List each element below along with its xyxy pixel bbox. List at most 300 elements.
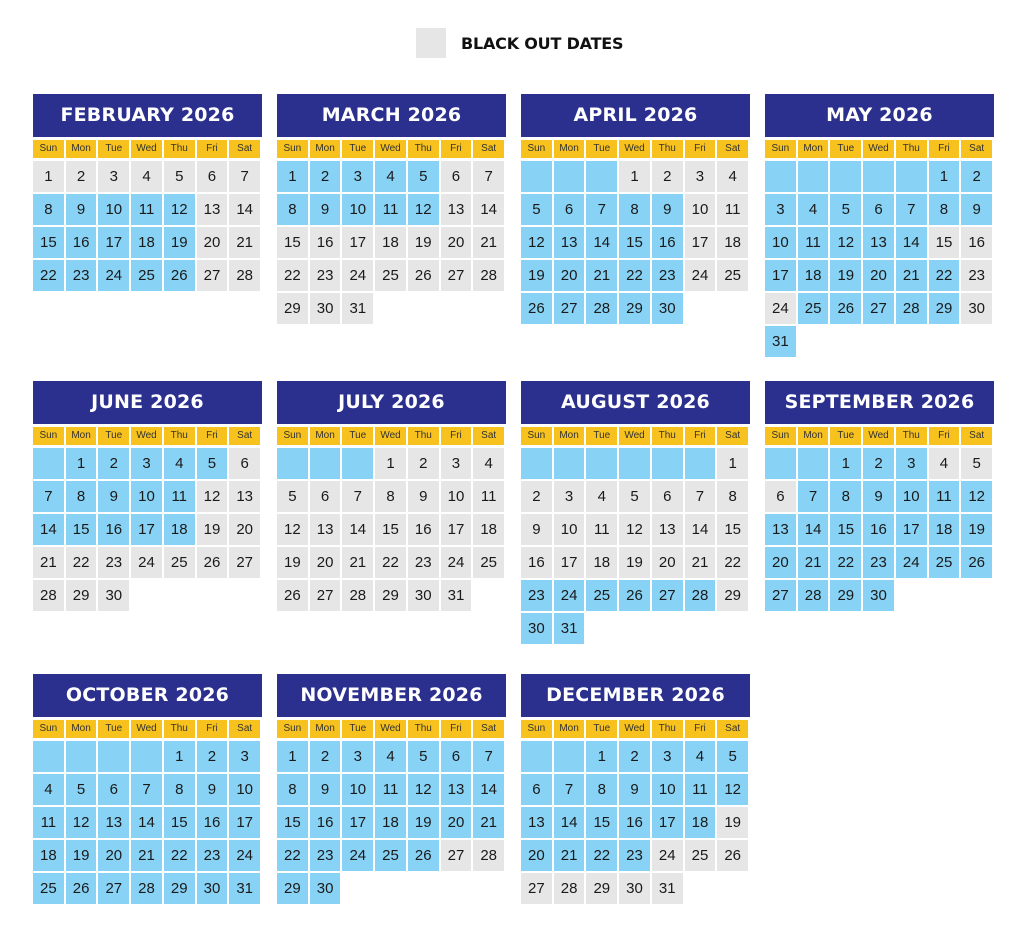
- day-cell[interactable]: 10: [441, 481, 472, 512]
- day-cell[interactable]: 1: [277, 161, 308, 192]
- day-cell[interactable]: 17: [98, 227, 129, 258]
- day-cell[interactable]: 12: [408, 774, 439, 805]
- day-cell[interactable]: 16: [619, 807, 650, 838]
- day-cell[interactable]: 13: [521, 807, 552, 838]
- day-cell[interactable]: 5: [521, 194, 552, 225]
- day-cell[interactable]: 6: [441, 741, 472, 772]
- day-cell[interactable]: 23: [310, 840, 341, 871]
- day-cell[interactable]: 15: [66, 514, 97, 545]
- day-cell[interactable]: 26: [961, 547, 992, 578]
- day-cell[interactable]: 10: [342, 194, 373, 225]
- day-cell[interactable]: 30: [652, 293, 683, 324]
- day-cell[interactable]: 7: [554, 774, 585, 805]
- day-cell[interactable]: 13: [310, 514, 341, 545]
- day-cell[interactable]: 7: [342, 481, 373, 512]
- day-cell[interactable]: 11: [33, 807, 64, 838]
- day-cell[interactable]: 26: [830, 293, 861, 324]
- day-cell[interactable]: 16: [197, 807, 228, 838]
- day-cell[interactable]: 5: [619, 481, 650, 512]
- day-cell[interactable]: 30: [310, 293, 341, 324]
- day-cell[interactable]: 28: [896, 293, 927, 324]
- day-cell[interactable]: 1: [164, 741, 195, 772]
- day-cell[interactable]: 26: [66, 873, 97, 904]
- day-cell[interactable]: 9: [98, 481, 129, 512]
- day-cell[interactable]: 6: [98, 774, 129, 805]
- day-cell[interactable]: 12: [619, 514, 650, 545]
- day-cell[interactable]: 26: [408, 260, 439, 291]
- day-cell[interactable]: 14: [685, 514, 716, 545]
- day-cell[interactable]: 12: [830, 227, 861, 258]
- day-cell[interactable]: 18: [929, 514, 960, 545]
- day-cell[interactable]: 28: [473, 260, 504, 291]
- day-cell[interactable]: 26: [619, 580, 650, 611]
- day-cell[interactable]: 23: [197, 840, 228, 871]
- day-cell[interactable]: 15: [717, 514, 748, 545]
- day-cell[interactable]: 5: [408, 741, 439, 772]
- day-cell[interactable]: 18: [473, 514, 504, 545]
- day-cell[interactable]: 8: [277, 774, 308, 805]
- day-cell[interactable]: 12: [66, 807, 97, 838]
- day-cell[interactable]: 25: [685, 840, 716, 871]
- day-cell[interactable]: 27: [765, 580, 796, 611]
- day-cell[interactable]: 17: [896, 514, 927, 545]
- day-cell[interactable]: 25: [131, 260, 162, 291]
- day-cell[interactable]: 8: [33, 194, 64, 225]
- day-cell[interactable]: 20: [229, 514, 260, 545]
- day-cell[interactable]: 11: [375, 774, 406, 805]
- day-cell[interactable]: 29: [717, 580, 748, 611]
- day-cell[interactable]: 2: [961, 161, 992, 192]
- day-cell[interactable]: 1: [375, 448, 406, 479]
- day-cell[interactable]: 24: [554, 580, 585, 611]
- day-cell[interactable]: 5: [66, 774, 97, 805]
- day-cell[interactable]: 22: [66, 547, 97, 578]
- day-cell[interactable]: 15: [929, 227, 960, 258]
- day-cell[interactable]: 8: [277, 194, 308, 225]
- day-cell[interactable]: 11: [929, 481, 960, 512]
- day-cell[interactable]: 27: [863, 293, 894, 324]
- day-cell[interactable]: 2: [66, 161, 97, 192]
- day-cell[interactable]: 19: [961, 514, 992, 545]
- day-cell[interactable]: 27: [652, 580, 683, 611]
- day-cell[interactable]: 16: [310, 807, 341, 838]
- day-cell[interactable]: 27: [197, 260, 228, 291]
- day-cell[interactable]: 4: [33, 774, 64, 805]
- day-cell[interactable]: 21: [473, 807, 504, 838]
- day-cell[interactable]: 17: [342, 227, 373, 258]
- day-cell[interactable]: 22: [375, 547, 406, 578]
- day-cell[interactable]: 3: [98, 161, 129, 192]
- day-cell[interactable]: 2: [619, 741, 650, 772]
- day-cell[interactable]: 24: [652, 840, 683, 871]
- day-cell[interactable]: 20: [521, 840, 552, 871]
- day-cell[interactable]: 21: [586, 260, 617, 291]
- day-cell[interactable]: 29: [164, 873, 195, 904]
- day-cell[interactable]: 11: [717, 194, 748, 225]
- day-cell[interactable]: 23: [961, 260, 992, 291]
- day-cell[interactable]: 2: [310, 161, 341, 192]
- day-cell[interactable]: 5: [408, 161, 439, 192]
- day-cell[interactable]: 9: [66, 194, 97, 225]
- day-cell[interactable]: 17: [652, 807, 683, 838]
- day-cell[interactable]: 8: [619, 194, 650, 225]
- day-cell[interactable]: 20: [863, 260, 894, 291]
- day-cell[interactable]: 25: [798, 293, 829, 324]
- day-cell[interactable]: 20: [441, 227, 472, 258]
- day-cell[interactable]: 6: [197, 161, 228, 192]
- day-cell[interactable]: 23: [310, 260, 341, 291]
- day-cell[interactable]: 3: [342, 161, 373, 192]
- day-cell[interactable]: 21: [342, 547, 373, 578]
- day-cell[interactable]: 23: [652, 260, 683, 291]
- day-cell[interactable]: 13: [554, 227, 585, 258]
- day-cell[interactable]: 25: [586, 580, 617, 611]
- day-cell[interactable]: 12: [521, 227, 552, 258]
- day-cell[interactable]: 19: [830, 260, 861, 291]
- day-cell[interactable]: 2: [408, 448, 439, 479]
- day-cell[interactable]: 17: [765, 260, 796, 291]
- day-cell[interactable]: 14: [798, 514, 829, 545]
- day-cell[interactable]: 7: [473, 741, 504, 772]
- day-cell[interactable]: 6: [441, 161, 472, 192]
- day-cell[interactable]: 27: [554, 293, 585, 324]
- day-cell[interactable]: 6: [229, 448, 260, 479]
- day-cell[interactable]: 15: [277, 227, 308, 258]
- day-cell[interactable]: 14: [229, 194, 260, 225]
- day-cell[interactable]: 13: [197, 194, 228, 225]
- day-cell[interactable]: 8: [375, 481, 406, 512]
- day-cell[interactable]: 21: [131, 840, 162, 871]
- day-cell[interactable]: 10: [98, 194, 129, 225]
- day-cell[interactable]: 30: [197, 873, 228, 904]
- day-cell[interactable]: 15: [586, 807, 617, 838]
- day-cell[interactable]: 31: [441, 580, 472, 611]
- day-cell[interactable]: 23: [521, 580, 552, 611]
- day-cell[interactable]: 29: [66, 580, 97, 611]
- day-cell[interactable]: 20: [98, 840, 129, 871]
- day-cell[interactable]: 5: [961, 448, 992, 479]
- day-cell[interactable]: 26: [408, 840, 439, 871]
- day-cell[interactable]: 22: [830, 547, 861, 578]
- day-cell[interactable]: 18: [685, 807, 716, 838]
- day-cell[interactable]: 15: [33, 227, 64, 258]
- day-cell[interactable]: 25: [33, 873, 64, 904]
- day-cell[interactable]: 22: [929, 260, 960, 291]
- day-cell[interactable]: 27: [441, 840, 472, 871]
- day-cell[interactable]: 13: [441, 774, 472, 805]
- day-cell[interactable]: 3: [131, 448, 162, 479]
- day-cell[interactable]: 5: [164, 161, 195, 192]
- day-cell[interactable]: 14: [33, 514, 64, 545]
- day-cell[interactable]: 30: [310, 873, 341, 904]
- day-cell[interactable]: 5: [277, 481, 308, 512]
- day-cell[interactable]: 1: [619, 161, 650, 192]
- day-cell[interactable]: 25: [473, 547, 504, 578]
- day-cell[interactable]: 19: [277, 547, 308, 578]
- day-cell[interactable]: 7: [798, 481, 829, 512]
- day-cell[interactable]: 9: [961, 194, 992, 225]
- day-cell[interactable]: 15: [375, 514, 406, 545]
- day-cell[interactable]: 11: [798, 227, 829, 258]
- day-cell[interactable]: 14: [554, 807, 585, 838]
- day-cell[interactable]: 1: [830, 448, 861, 479]
- day-cell[interactable]: 23: [863, 547, 894, 578]
- day-cell[interactable]: 22: [586, 840, 617, 871]
- day-cell[interactable]: 19: [408, 227, 439, 258]
- day-cell[interactable]: 20: [310, 547, 341, 578]
- day-cell[interactable]: 2: [863, 448, 894, 479]
- day-cell[interactable]: 28: [229, 260, 260, 291]
- day-cell[interactable]: 3: [229, 741, 260, 772]
- day-cell[interactable]: 12: [717, 774, 748, 805]
- day-cell[interactable]: 18: [33, 840, 64, 871]
- day-cell[interactable]: 15: [277, 807, 308, 838]
- day-cell[interactable]: 27: [310, 580, 341, 611]
- day-cell[interactable]: 20: [197, 227, 228, 258]
- day-cell[interactable]: 24: [342, 840, 373, 871]
- day-cell[interactable]: 13: [441, 194, 472, 225]
- day-cell[interactable]: 30: [521, 613, 552, 644]
- day-cell[interactable]: 21: [554, 840, 585, 871]
- day-cell[interactable]: 10: [342, 774, 373, 805]
- day-cell[interactable]: 18: [717, 227, 748, 258]
- day-cell[interactable]: 16: [310, 227, 341, 258]
- day-cell[interactable]: 23: [98, 547, 129, 578]
- day-cell[interactable]: 22: [33, 260, 64, 291]
- day-cell[interactable]: 24: [98, 260, 129, 291]
- day-cell[interactable]: 9: [408, 481, 439, 512]
- day-cell[interactable]: 25: [375, 260, 406, 291]
- day-cell[interactable]: 9: [310, 774, 341, 805]
- day-cell[interactable]: 11: [131, 194, 162, 225]
- day-cell[interactable]: 1: [929, 161, 960, 192]
- day-cell[interactable]: 24: [229, 840, 260, 871]
- day-cell[interactable]: 25: [164, 547, 195, 578]
- day-cell[interactable]: 20: [441, 807, 472, 838]
- day-cell[interactable]: 30: [961, 293, 992, 324]
- day-cell[interactable]: 6: [554, 194, 585, 225]
- day-cell[interactable]: 4: [375, 741, 406, 772]
- day-cell[interactable]: 16: [652, 227, 683, 258]
- day-cell[interactable]: 4: [375, 161, 406, 192]
- day-cell[interactable]: 17: [554, 547, 585, 578]
- day-cell[interactable]: 6: [765, 481, 796, 512]
- day-cell[interactable]: 4: [685, 741, 716, 772]
- day-cell[interactable]: 19: [408, 807, 439, 838]
- day-cell[interactable]: 29: [277, 293, 308, 324]
- day-cell[interactable]: 2: [521, 481, 552, 512]
- day-cell[interactable]: 6: [652, 481, 683, 512]
- day-cell[interactable]: 18: [586, 547, 617, 578]
- day-cell[interactable]: 8: [66, 481, 97, 512]
- day-cell[interactable]: 20: [554, 260, 585, 291]
- day-cell[interactable]: 10: [896, 481, 927, 512]
- day-cell[interactable]: 29: [619, 293, 650, 324]
- day-cell[interactable]: 23: [619, 840, 650, 871]
- day-cell[interactable]: 12: [408, 194, 439, 225]
- day-cell[interactable]: 2: [310, 741, 341, 772]
- day-cell[interactable]: 13: [765, 514, 796, 545]
- day-cell[interactable]: 21: [896, 260, 927, 291]
- day-cell[interactable]: 5: [717, 741, 748, 772]
- day-cell[interactable]: 21: [229, 227, 260, 258]
- day-cell[interactable]: 28: [33, 580, 64, 611]
- day-cell[interactable]: 9: [863, 481, 894, 512]
- day-cell[interactable]: 2: [197, 741, 228, 772]
- day-cell[interactable]: 5: [830, 194, 861, 225]
- day-cell[interactable]: 1: [717, 448, 748, 479]
- day-cell[interactable]: 7: [685, 481, 716, 512]
- day-cell[interactable]: 24: [342, 260, 373, 291]
- day-cell[interactable]: 27: [229, 547, 260, 578]
- day-cell[interactable]: 2: [652, 161, 683, 192]
- day-cell[interactable]: 12: [277, 514, 308, 545]
- day-cell[interactable]: 10: [765, 227, 796, 258]
- day-cell[interactable]: 31: [342, 293, 373, 324]
- day-cell[interactable]: 13: [863, 227, 894, 258]
- day-cell[interactable]: 4: [717, 161, 748, 192]
- day-cell[interactable]: 16: [863, 514, 894, 545]
- day-cell[interactable]: 31: [765, 326, 796, 357]
- day-cell[interactable]: 14: [473, 194, 504, 225]
- day-cell[interactable]: 10: [554, 514, 585, 545]
- day-cell[interactable]: 14: [473, 774, 504, 805]
- day-cell[interactable]: 9: [652, 194, 683, 225]
- day-cell[interactable]: 3: [652, 741, 683, 772]
- day-cell[interactable]: 4: [798, 194, 829, 225]
- day-cell[interactable]: 4: [473, 448, 504, 479]
- day-cell[interactable]: 20: [765, 547, 796, 578]
- day-cell[interactable]: 18: [131, 227, 162, 258]
- day-cell[interactable]: 28: [798, 580, 829, 611]
- day-cell[interactable]: 28: [131, 873, 162, 904]
- day-cell[interactable]: 22: [277, 260, 308, 291]
- day-cell[interactable]: 29: [375, 580, 406, 611]
- day-cell[interactable]: 24: [131, 547, 162, 578]
- day-cell[interactable]: 29: [586, 873, 617, 904]
- day-cell[interactable]: 27: [521, 873, 552, 904]
- day-cell[interactable]: 22: [717, 547, 748, 578]
- day-cell[interactable]: 8: [830, 481, 861, 512]
- day-cell[interactable]: 29: [929, 293, 960, 324]
- day-cell[interactable]: 17: [342, 807, 373, 838]
- day-cell[interactable]: 1: [66, 448, 97, 479]
- day-cell[interactable]: 7: [473, 161, 504, 192]
- day-cell[interactable]: 10: [229, 774, 260, 805]
- day-cell[interactable]: 24: [765, 293, 796, 324]
- day-cell[interactable]: 26: [164, 260, 195, 291]
- day-cell[interactable]: 31: [554, 613, 585, 644]
- day-cell[interactable]: 3: [765, 194, 796, 225]
- day-cell[interactable]: 18: [164, 514, 195, 545]
- day-cell[interactable]: 16: [408, 514, 439, 545]
- day-cell[interactable]: 28: [685, 580, 716, 611]
- day-cell[interactable]: 18: [375, 227, 406, 258]
- day-cell[interactable]: 4: [586, 481, 617, 512]
- day-cell[interactable]: 28: [473, 840, 504, 871]
- day-cell[interactable]: 29: [277, 873, 308, 904]
- day-cell[interactable]: 24: [441, 547, 472, 578]
- day-cell[interactable]: 14: [131, 807, 162, 838]
- day-cell[interactable]: 18: [375, 807, 406, 838]
- day-cell[interactable]: 7: [229, 161, 260, 192]
- day-cell[interactable]: 20: [652, 547, 683, 578]
- day-cell[interactable]: 31: [652, 873, 683, 904]
- day-cell[interactable]: 13: [98, 807, 129, 838]
- day-cell[interactable]: 14: [342, 514, 373, 545]
- day-cell[interactable]: 21: [798, 547, 829, 578]
- day-cell[interactable]: 19: [521, 260, 552, 291]
- day-cell[interactable]: 30: [863, 580, 894, 611]
- day-cell[interactable]: 12: [197, 481, 228, 512]
- day-cell[interactable]: 16: [521, 547, 552, 578]
- day-cell[interactable]: 3: [441, 448, 472, 479]
- day-cell[interactable]: 7: [33, 481, 64, 512]
- day-cell[interactable]: 6: [863, 194, 894, 225]
- day-cell[interactable]: 19: [197, 514, 228, 545]
- day-cell[interactable]: 10: [652, 774, 683, 805]
- day-cell[interactable]: 3: [554, 481, 585, 512]
- day-cell[interactable]: 30: [619, 873, 650, 904]
- day-cell[interactable]: 24: [896, 547, 927, 578]
- day-cell[interactable]: 21: [33, 547, 64, 578]
- day-cell[interactable]: 8: [717, 481, 748, 512]
- day-cell[interactable]: 17: [229, 807, 260, 838]
- day-cell[interactable]: 3: [896, 448, 927, 479]
- day-cell[interactable]: 22: [164, 840, 195, 871]
- day-cell[interactable]: 23: [408, 547, 439, 578]
- day-cell[interactable]: 26: [717, 840, 748, 871]
- day-cell[interactable]: 11: [375, 194, 406, 225]
- day-cell[interactable]: 3: [342, 741, 373, 772]
- day-cell[interactable]: 7: [131, 774, 162, 805]
- day-cell[interactable]: 30: [98, 580, 129, 611]
- day-cell[interactable]: 28: [554, 873, 585, 904]
- day-cell[interactable]: 12: [164, 194, 195, 225]
- day-cell[interactable]: 28: [586, 293, 617, 324]
- day-cell[interactable]: 18: [798, 260, 829, 291]
- day-cell[interactable]: 7: [586, 194, 617, 225]
- day-cell[interactable]: 22: [619, 260, 650, 291]
- day-cell[interactable]: 30: [408, 580, 439, 611]
- day-cell[interactable]: 29: [830, 580, 861, 611]
- day-cell[interactable]: 26: [197, 547, 228, 578]
- day-cell[interactable]: 13: [652, 514, 683, 545]
- day-cell[interactable]: 8: [586, 774, 617, 805]
- day-cell[interactable]: 11: [164, 481, 195, 512]
- day-cell[interactable]: 28: [342, 580, 373, 611]
- day-cell[interactable]: 11: [685, 774, 716, 805]
- day-cell[interactable]: 23: [66, 260, 97, 291]
- day-cell[interactable]: 16: [66, 227, 97, 258]
- day-cell[interactable]: 14: [586, 227, 617, 258]
- day-cell[interactable]: 9: [619, 774, 650, 805]
- day-cell[interactable]: 25: [717, 260, 748, 291]
- day-cell[interactable]: 22: [277, 840, 308, 871]
- day-cell[interactable]: 15: [830, 514, 861, 545]
- day-cell[interactable]: 21: [685, 547, 716, 578]
- day-cell[interactable]: 7: [896, 194, 927, 225]
- day-cell[interactable]: 10: [131, 481, 162, 512]
- day-cell[interactable]: 16: [961, 227, 992, 258]
- day-cell[interactable]: 25: [929, 547, 960, 578]
- day-cell[interactable]: 19: [164, 227, 195, 258]
- day-cell[interactable]: 21: [473, 227, 504, 258]
- day-cell[interactable]: 27: [441, 260, 472, 291]
- day-cell[interactable]: 31: [229, 873, 260, 904]
- day-cell[interactable]: 17: [441, 514, 472, 545]
- day-cell[interactable]: 13: [229, 481, 260, 512]
